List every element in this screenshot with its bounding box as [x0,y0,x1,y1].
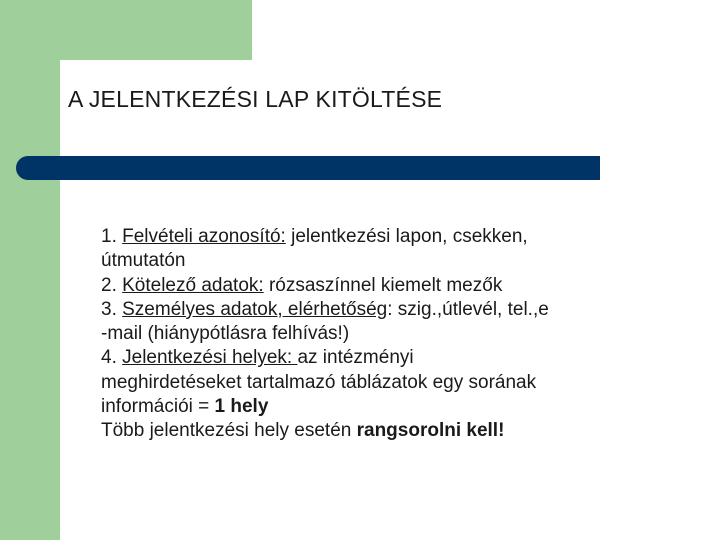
slide-title: A JELENTKEZÉSI LAP KITÖLTÉSE [68,86,443,112]
item-4-text-3: információi = [101,396,215,418]
item-4-text: az intézményi [297,347,414,369]
item-1-line-2: útmutatón [101,250,186,272]
item-4-heading: Jelentkezési helyek: [122,347,298,369]
final-line [101,419,691,443]
item-1-number: 1. [101,226,123,247]
item-4-bold: 1 hely [214,396,269,418]
item-2-line [101,274,691,298]
item-4-line [101,346,691,370]
item-4-number: 4. [101,347,123,369]
item-4-line-2: meghirdetéseket tartalmazó táblázatok egy sorának [101,371,537,393]
slide-body [101,225,691,444]
final-bold: rangsorolni kell! [356,420,505,442]
item-3-text: : szig.,útlevél, tel.,e [387,298,549,320]
item-1-line [101,225,691,249]
item-3-line [101,298,691,322]
final-text: Több jelentkezési hely esetén [101,420,357,442]
title-divider-bar [36,156,600,180]
item-1-heading: Felvételi azonosító: [122,226,286,247]
item-3-heading: Személyes adatok, elérhetőség [122,298,388,320]
item-3-line-2: -mail (hiánypótlásra felhívás!) [101,323,350,345]
item-2-heading: Kötelező adatok: [122,274,264,296]
green-side-band [0,0,60,540]
item-4-line-3 [101,395,691,419]
item-2-number: 2. [101,274,123,296]
green-top-band [0,0,252,60]
item-3-number: 3. [101,298,123,320]
item-2-text: rózsaszínnel kiemelt mezők [263,274,503,296]
item-1-text: jelentkezési lapon, csekken, [285,226,528,247]
